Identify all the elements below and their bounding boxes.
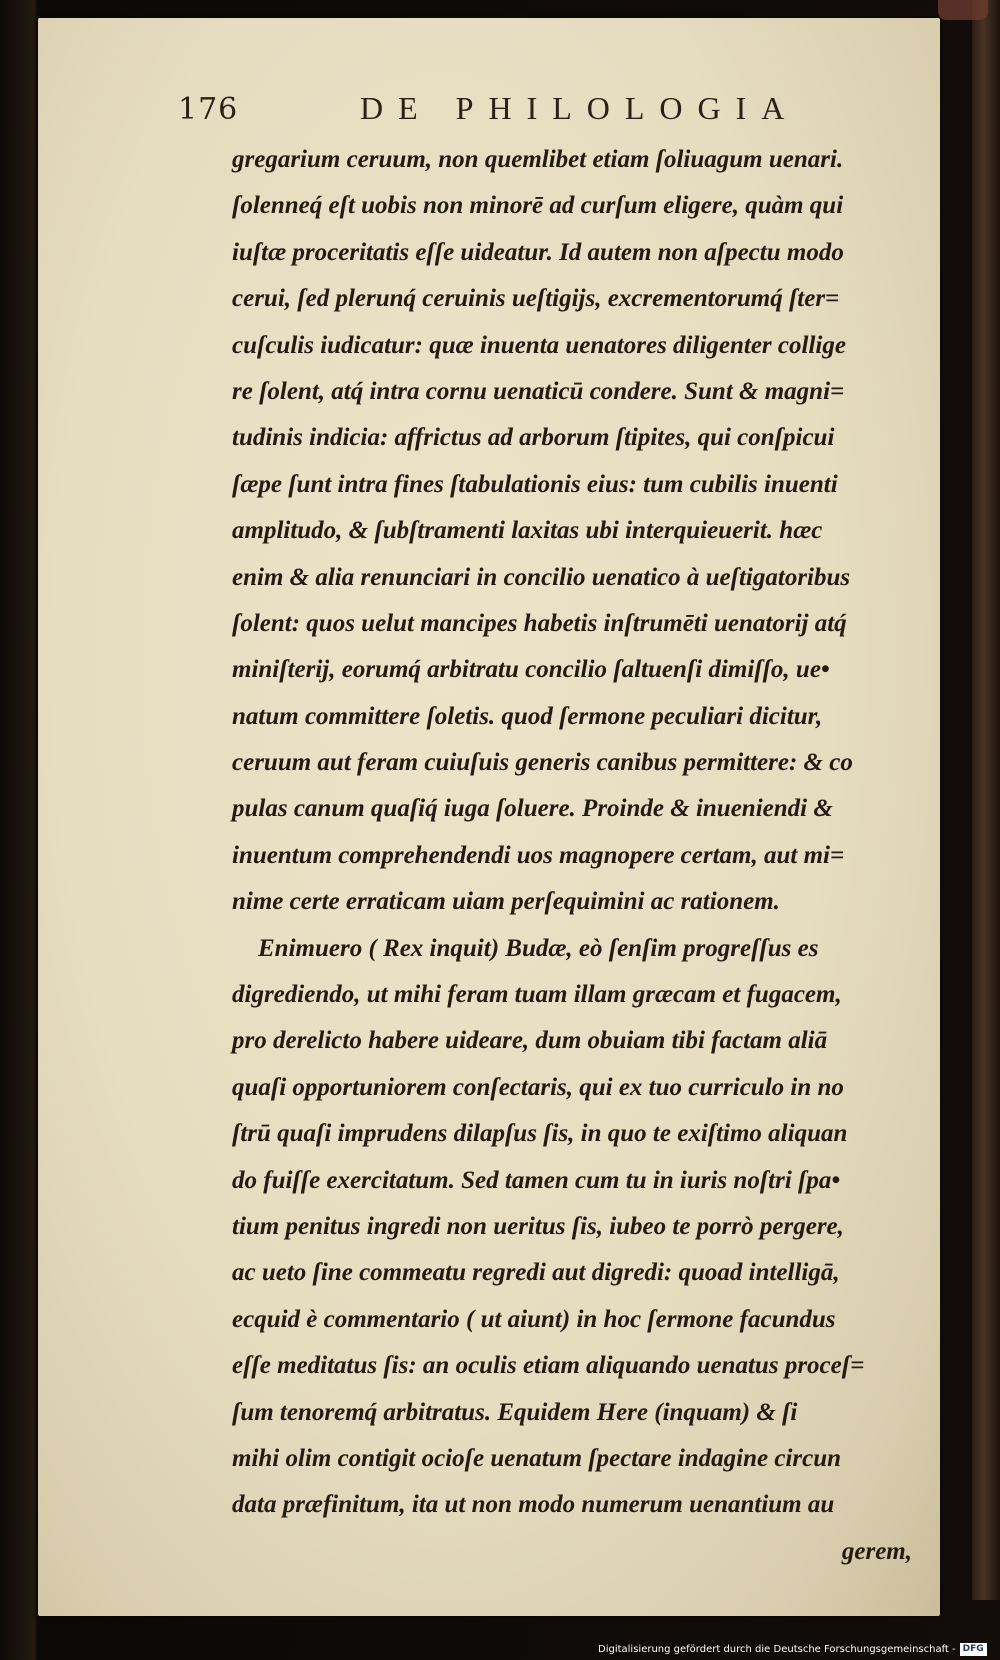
text-line: natum committere ſoletis. quod ſermone peculiari dicitur,: [232, 702, 823, 730]
text-line: pulas canum quaſiq́ iuga ſoluere. Proinde & inueniendi &: [232, 795, 833, 823]
bookmark-ribbon: [938, 0, 988, 20]
text-line: ſolenneq́ eſt uobis non minorē ad curſum eligere, quàm qui: [232, 192, 844, 220]
text-line: data præfinitum, ita ut non modo numerum uenantium au: [232, 1491, 835, 1519]
dfg-logo-icon: DFG: [960, 1643, 987, 1656]
text-line: iuſtæ proceritatis eſſe uideatur. Id autem non aſpectu modo: [232, 238, 844, 266]
text-line: do fuiſſe exercitatum. Sed tamen cum tu in iuris noſtri ſpa•: [232, 1166, 841, 1194]
text-line: cerui, ſed plerunq́ ceruinis ueſtigijs, excrementorumq́ ſter=: [232, 285, 840, 313]
text-line: pro derelicto habere uideare, dum obuiam tibi factam aliā: [232, 1027, 828, 1055]
catchword: gerem,: [841, 1537, 912, 1565]
text-line: mihi olim contigit ocioſe uenatum ſpectare indagine circun: [232, 1444, 842, 1472]
text-line: re ſolent, atq́ intra cornu uenaticū condere. Sunt & magni=: [232, 377, 845, 405]
running-head: DE PHILOLOGIA: [360, 90, 800, 126]
text-line: ac ueto ſine commeatu regredi aut digredi: quoad intelligā,: [232, 1259, 840, 1287]
paragraph-start-line: Enimuero ( Rex inquit) Budæ, eò ſenſim progreſſus es: [258, 934, 819, 962]
body-text: [232, 137, 922, 1575]
text-line: ſum tenoremq́ arbitratus. Equidem Here (inquam) & ſi: [232, 1398, 798, 1426]
text-line: inuentum comprehendendi uos magnopere certam, aut mi=: [232, 841, 845, 869]
text-line: quaſi opportuniorem conſectaris, qui ex tuo curriculo in no: [232, 1073, 844, 1101]
text-line: tudinis indicia: affrictus ad arborum ſtipites, qui conſpicui: [232, 424, 835, 452]
text-line: gregarium ceruum, non quemlibet etiam ſoliuagum uenari.: [232, 146, 844, 173]
book-edge: [972, 0, 1000, 1600]
text-line: enim & alia renunciari in concilio uenatico à ueſtigatoribus: [232, 563, 851, 591]
credit-text: Digitalisierung gefördert durch die Deutsche Forschungsgemeinschaft -: [598, 1644, 956, 1655]
text-line: ceruum aut feram cuiuſuis generis canibus permittere: & co: [232, 749, 853, 777]
text-line: digrediendo, ut mihi feram tuam illam græcam et fugacem,: [232, 981, 842, 1009]
digitization-credit: [598, 1640, 987, 1660]
text-line: ſolent: quos uelut mancipes habetis inſtrumēti uenatorij atq́: [232, 609, 847, 637]
text-line: cuſculis iudicatur: quæ inuenta uenatores diligenter collige: [232, 331, 846, 359]
text-line: miniſterij, eorumq́ arbitratu concilio ſaltuenſi dimiſſo, ue•: [232, 656, 830, 684]
text-line: amplitudo, & ſubſtramenti laxitas ubi interquieuerit. hæc: [232, 517, 823, 545]
text-line: nime certe erraticam uiam perſequimini ac rationem.: [232, 888, 780, 916]
text-line: tium penitus ingredi non ueritus ſis, iubeo te porrò pergere,: [232, 1212, 844, 1240]
text-line: ecquid è commentario ( ut aiunt) in hoc ſermone facundus: [232, 1305, 836, 1333]
page-number: 176: [178, 92, 239, 127]
text-line: eſſe meditatus ſis: an oculis etiam aliquando uenatus proceſ=: [232, 1352, 865, 1380]
text-line: ſtrū quaſi imprudens dilapſus ſis, in quo te exiſtimo aliquan: [232, 1120, 848, 1148]
text-line: ſæpe ſunt intra fines ſtabulationis eius: tum cubilis inuenti: [232, 470, 838, 498]
